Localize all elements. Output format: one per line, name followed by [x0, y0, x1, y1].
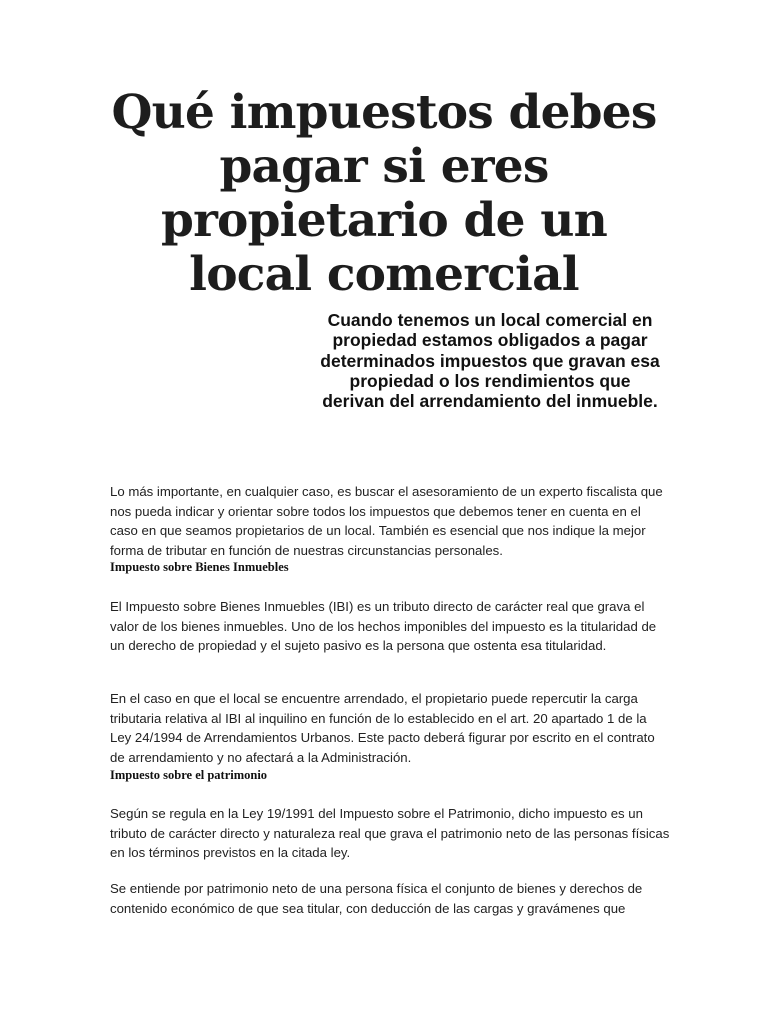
- paragraph-patrimonio-neto: Se entiende por patrimonio neto de una persona física el conjunto de bienes y derechos de contenido económico de que sea titular, con deducción de las cargas y gravámenes que: [110, 881, 643, 916]
- paragraph-ibi-definition: El Impuesto sobre Bienes Inmuebles (IBI) es un tributo directo de carácter real que grava el valor de los bienes inmuebles. Uno de los hechos imponibles del impuesto es la titularidad de un derecho de propiedad y el sujeto pasivo es la persona que ostenta esa titularidad.: [110, 599, 657, 653]
- paragraph-patrimonio-law: Según se regula en la Ley 19/1991 del Impuesto sobre el Patrimonio, dicho impuesto es un tributo de carácter directo y naturaleza real que grava el patrimonio neto de las personas físicas en los términos previstos en la citada ley.: [110, 806, 670, 860]
- section-heading-patrimonio: Impuesto sobre el patrimonio: [110, 768, 268, 782]
- section-heading-ibi: Impuesto sobre Bienes Inmuebles: [110, 560, 289, 574]
- article-subtitle: Cuando tenemos un local comercial en propiedad estamos obligados a pagar determinados impuestos que gravan esa propiedad o los rendimientos que derivan del arrendamiento del inmueble.: [320, 310, 660, 412]
- paragraph-ibi-rental: En el caso en que el local se encuentre arrendado, el propietario puede repercutir la carga tributaria relativa al IBI al inquilino en función de lo establecido en el art. 20 apartado 1 de la Ley 24/1994 de Arrendamientos Urbanos. Este pacto deberá figurar por escrito en el contrato de arrendamiento y no afectará a la Administración.: [110, 691, 655, 765]
- paragraph-intro: Lo más importante, en cualquier caso, es buscar el asesoramiento de un experto fiscalista que nos pueda indicar y orientar sobre todos los impuestos que debemos tener en cuenta en el caso en que seamos propietarios de un local. También es esencial que nos indique la mejor forma de tributar en función de nuestras circunstancias personales.: [110, 484, 663, 558]
- article-title: Qué impuestos debes pagar si eres propietario de un local comercial: [111, 85, 657, 302]
